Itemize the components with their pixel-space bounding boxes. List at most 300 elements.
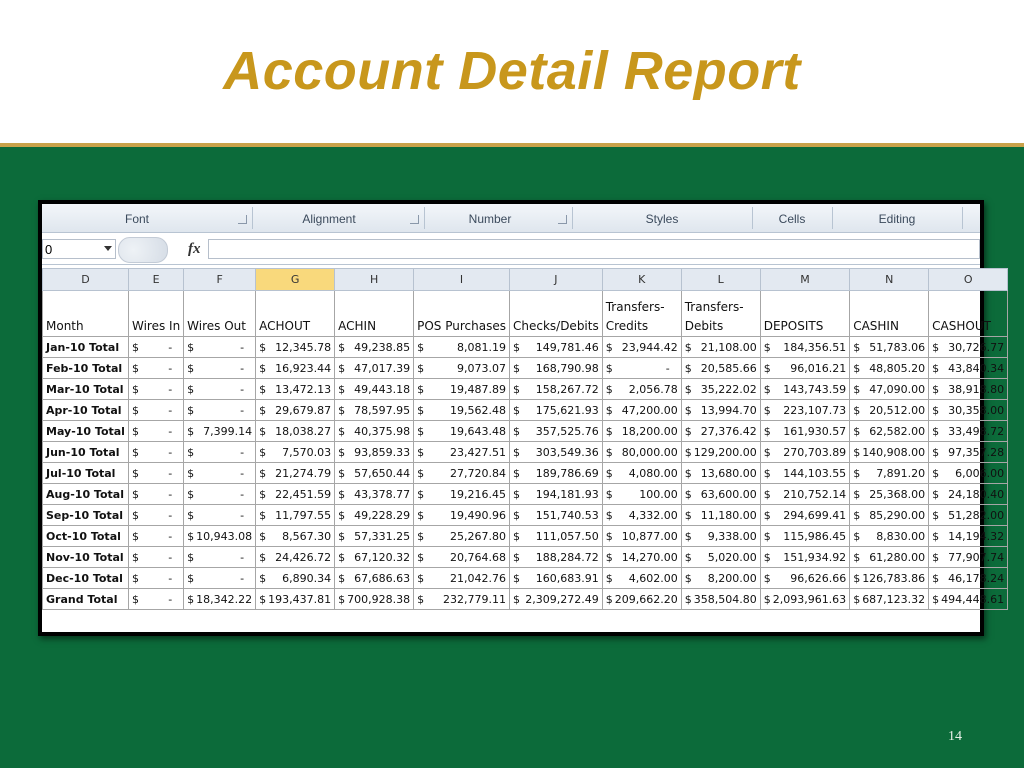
table-row	[43, 421, 1008, 442]
value-cell[interactable]	[760, 526, 849, 547]
cell-value: 270,703.89	[783, 445, 847, 459]
currency-symbol: $	[605, 529, 613, 543]
value-cell[interactable]	[184, 442, 256, 463]
month-cell[interactable]: Jun-10 Total	[43, 442, 129, 463]
column-header-m[interactable]: M	[760, 269, 849, 291]
value-cell[interactable]	[509, 421, 602, 442]
header-cell[interactable]: POS Purchases	[414, 291, 510, 337]
cell-value: 7,399.14	[203, 424, 253, 438]
value-cell[interactable]	[681, 505, 760, 526]
column-header-f[interactable]: F	[184, 269, 256, 291]
column-header-i[interactable]: I	[414, 269, 510, 291]
currency-symbol: $	[605, 445, 613, 459]
value-cell[interactable]	[335, 505, 414, 526]
value-cell[interactable]	[509, 400, 602, 421]
cell-value: 2,309,272.49	[525, 592, 599, 606]
currency-symbol: $	[417, 382, 425, 396]
value-cell[interactable]	[335, 547, 414, 568]
month-cell[interactable]: May-10 Total	[43, 421, 129, 442]
currency-symbol: $	[684, 445, 692, 459]
value-cell[interactable]	[602, 442, 681, 463]
value-cell[interactable]	[760, 337, 849, 358]
cell-value: 294,699.41	[783, 508, 847, 522]
value-cell[interactable]	[335, 400, 414, 421]
column-header-g[interactable]: G	[256, 269, 335, 291]
value-cell[interactable]	[760, 505, 849, 526]
value-cell[interactable]	[128, 421, 183, 442]
value-cell[interactable]	[602, 463, 681, 484]
month-cell[interactable]: Aug-10 Total	[43, 484, 129, 505]
formula-input[interactable]	[208, 239, 980, 259]
currency-symbol: $	[187, 571, 195, 585]
value-cell[interactable]	[929, 442, 1008, 463]
value-cell[interactable]	[929, 358, 1008, 379]
cell-value: 67,120.32	[354, 550, 411, 564]
value-cell[interactable]	[850, 589, 929, 610]
currency-symbol: $	[853, 361, 861, 375]
ribbon-group-alignment[interactable]: Alignment	[302, 212, 356, 226]
value-cell[interactable]	[760, 484, 849, 505]
currency-symbol: $	[605, 550, 613, 564]
currency-symbol: $	[338, 445, 346, 459]
cell-value: 14,194.32	[948, 529, 1005, 543]
value-cell[interactable]	[602, 421, 681, 442]
cell-value: 9,073.07	[457, 361, 506, 375]
currency-symbol: $	[763, 592, 771, 606]
value-cell[interactable]	[128, 337, 183, 358]
header-cell[interactable]: Checks/Debits	[509, 291, 602, 337]
cell-value: 61,280.00	[869, 550, 926, 564]
ribbon-group-labels	[42, 204, 980, 233]
value-cell[interactable]	[184, 400, 256, 421]
column-header-h[interactable]: H	[335, 269, 414, 291]
value-cell[interactable]	[509, 442, 602, 463]
cell-value: 14,270.00	[621, 550, 678, 564]
cell-value: 13,680.00	[700, 466, 757, 480]
currency-symbol: $	[605, 571, 613, 585]
value-cell[interactable]	[760, 421, 849, 442]
cell-value: 35,222.02	[700, 382, 757, 396]
currency-symbol: $	[512, 445, 520, 459]
cell-value: -	[240, 550, 245, 564]
cell-value: -	[168, 424, 173, 438]
cell-value: 140,908.00	[862, 445, 926, 459]
cell-value: 8,081.19	[457, 340, 506, 354]
value-cell[interactable]	[850, 337, 929, 358]
currency-symbol: $	[338, 361, 346, 375]
currency-symbol: $	[605, 340, 613, 354]
value-cell[interactable]	[128, 442, 183, 463]
value-cell[interactable]	[256, 568, 335, 589]
cell-value: -	[240, 466, 245, 480]
currency-symbol: $	[259, 424, 267, 438]
value-cell[interactable]	[335, 337, 414, 358]
ribbon-group-editing[interactable]: Editing	[878, 212, 916, 226]
value-cell[interactable]	[509, 337, 602, 358]
month-cell[interactable]: Mar-10 Total	[43, 379, 129, 400]
value-cell[interactable]	[335, 484, 414, 505]
name-box[interactable]: 0	[42, 239, 116, 259]
value-cell[interactable]	[929, 337, 1008, 358]
currency-symbol: $	[131, 340, 139, 354]
value-cell[interactable]	[929, 400, 1008, 421]
value-cell[interactable]	[681, 358, 760, 379]
value-cell[interactable]	[184, 526, 256, 547]
ribbon-group-cells[interactable]: Cells	[778, 212, 806, 226]
value-cell[interactable]	[509, 484, 602, 505]
value-cell[interactable]	[128, 589, 183, 610]
value-cell[interactable]	[602, 505, 681, 526]
cell-value: 129,200.00	[693, 445, 757, 459]
value-cell[interactable]	[929, 526, 1008, 547]
currency-symbol: $	[131, 487, 139, 501]
cell-value: 13,472.13	[275, 382, 332, 396]
value-cell[interactable]	[414, 379, 510, 400]
formula-controls[interactable]	[118, 237, 168, 263]
month-cell[interactable]: Jan-10 Total	[43, 337, 129, 358]
value-cell[interactable]	[256, 547, 335, 568]
currency-symbol: $	[853, 403, 861, 417]
header-cell[interactable]: CASHOUT	[929, 291, 1008, 337]
currency-symbol: $	[853, 466, 861, 480]
cell-value: 93,859.33	[354, 445, 411, 459]
value-cell[interactable]	[128, 547, 183, 568]
value-cell[interactable]	[509, 568, 602, 589]
value-cell[interactable]	[335, 379, 414, 400]
header-cell[interactable]: CASHIN	[850, 291, 929, 337]
value-cell[interactable]	[602, 379, 681, 400]
cell-value: -	[240, 361, 245, 375]
cell-value: 97,357.28	[948, 445, 1005, 459]
header-cell[interactable]: DEPOSITS	[760, 291, 849, 337]
value-cell[interactable]	[509, 463, 602, 484]
header-cell[interactable]: ACHOUT	[256, 291, 335, 337]
currency-symbol: $	[259, 571, 267, 585]
cell-value: 151,934.92	[783, 550, 847, 564]
value-cell[interactable]	[128, 526, 183, 547]
currency-symbol: $	[187, 424, 195, 438]
slide-title: Account Detail Report	[223, 41, 801, 101]
value-cell[interactable]	[760, 547, 849, 568]
ribbon-separator	[572, 207, 573, 229]
value-cell[interactable]	[929, 589, 1008, 610]
cell-value: 149,781.46	[535, 340, 599, 354]
value-cell[interactable]	[850, 568, 929, 589]
cell-value: 27,376.42	[700, 424, 757, 438]
header-cell[interactable]: Transfers- Credits	[602, 291, 681, 337]
value-cell[interactable]	[850, 463, 929, 484]
cell-value: 33,498.72	[948, 424, 1005, 438]
currency-symbol: $	[605, 403, 613, 417]
value-cell[interactable]	[681, 568, 760, 589]
currency-symbol: $	[417, 445, 425, 459]
value-cell[interactable]	[414, 484, 510, 505]
value-cell[interactable]	[256, 337, 335, 358]
value-cell[interactable]	[335, 568, 414, 589]
currency-symbol: $	[763, 571, 771, 585]
value-cell[interactable]	[256, 484, 335, 505]
name-box-dropdown-icon[interactable]	[104, 246, 112, 251]
font-dialog-launcher-icon[interactable]	[238, 215, 247, 224]
value-cell[interactable]	[760, 568, 849, 589]
currency-symbol: $	[763, 487, 771, 501]
value-cell[interactable]	[184, 547, 256, 568]
value-cell[interactable]	[335, 421, 414, 442]
ribbon-separator	[252, 207, 253, 229]
value-cell[interactable]	[414, 568, 510, 589]
table-row	[43, 358, 1008, 379]
currency-symbol: $	[512, 361, 520, 375]
value-cell[interactable]	[414, 358, 510, 379]
value-cell[interactable]	[509, 358, 602, 379]
month-cell[interactable]: Grand Total	[43, 589, 129, 610]
value-cell[interactable]	[850, 358, 929, 379]
value-cell[interactable]	[414, 547, 510, 568]
cell-value: 30,726.77	[948, 340, 1005, 354]
cell-value: -	[168, 340, 173, 354]
cell-value: 175,621.93	[535, 403, 599, 417]
value-cell[interactable]	[929, 547, 1008, 568]
value-cell[interactable]	[929, 568, 1008, 589]
month-cell[interactable]: Dec-10 Total	[43, 568, 129, 589]
value-cell[interactable]	[602, 484, 681, 505]
value-cell[interactable]	[929, 379, 1008, 400]
value-cell[interactable]	[850, 505, 929, 526]
value-cell[interactable]	[929, 505, 1008, 526]
currency-symbol: $	[932, 487, 940, 501]
value-cell[interactable]	[335, 589, 414, 610]
value-cell[interactable]	[850, 421, 929, 442]
value-cell[interactable]	[929, 421, 1008, 442]
cell-value: 78,597.95	[354, 403, 411, 417]
value-cell[interactable]	[681, 526, 760, 547]
value-cell[interactable]	[256, 463, 335, 484]
ribbon-separator	[832, 207, 833, 229]
currency-symbol: $	[259, 445, 267, 459]
value-cell[interactable]	[414, 442, 510, 463]
value-cell[interactable]	[681, 400, 760, 421]
value-cell[interactable]	[184, 505, 256, 526]
cell-value: 23,944.42	[621, 340, 678, 354]
month-cell[interactable]: Oct-10 Total	[43, 526, 129, 547]
value-cell[interactable]	[184, 589, 256, 610]
table-row	[43, 379, 1008, 400]
value-cell[interactable]	[681, 589, 760, 610]
value-cell[interactable]	[414, 421, 510, 442]
value-cell[interactable]	[184, 337, 256, 358]
value-cell[interactable]	[681, 337, 760, 358]
value-cell[interactable]	[184, 358, 256, 379]
value-cell[interactable]	[414, 400, 510, 421]
value-cell[interactable]	[128, 400, 183, 421]
value-cell[interactable]	[184, 568, 256, 589]
value-cell[interactable]	[760, 379, 849, 400]
value-cell[interactable]	[760, 358, 849, 379]
currency-symbol: $	[763, 424, 771, 438]
cell-value: 25,267.80	[450, 529, 506, 543]
cell-value: -	[240, 445, 245, 459]
value-cell[interactable]	[602, 589, 681, 610]
value-cell[interactable]	[256, 505, 335, 526]
currency-symbol: $	[763, 382, 771, 396]
cell-value: 57,650.44	[354, 466, 411, 480]
currency-symbol: $	[853, 571, 861, 585]
value-cell[interactable]	[602, 568, 681, 589]
value-cell[interactable]	[335, 463, 414, 484]
value-cell[interactable]	[256, 526, 335, 547]
cell-value: 189,786.69	[535, 466, 599, 480]
table-row	[43, 484, 1008, 505]
cell-value: 11,797.55	[275, 508, 332, 522]
value-cell[interactable]	[850, 547, 929, 568]
value-cell[interactable]	[256, 442, 335, 463]
column-header-d[interactable]: D	[43, 269, 129, 291]
value-cell[interactable]	[128, 463, 183, 484]
value-cell[interactable]	[256, 400, 335, 421]
column-header-j[interactable]: J	[509, 269, 602, 291]
column-header-o[interactable]: O	[929, 269, 1008, 291]
cell-value: 7,891.20	[876, 466, 926, 480]
value-cell[interactable]	[128, 379, 183, 400]
value-cell[interactable]	[256, 421, 335, 442]
cell-value: 115,986.45	[783, 529, 847, 543]
value-cell[interactable]	[602, 358, 681, 379]
column-header-k[interactable]: K	[602, 269, 681, 291]
currency-symbol: $	[763, 403, 771, 417]
currency-symbol: $	[417, 340, 425, 354]
alignment-dialog-launcher-icon[interactable]	[410, 215, 419, 224]
currency-symbol: $	[853, 382, 861, 396]
value-cell[interactable]	[602, 337, 681, 358]
cell-value: 19,562.48	[450, 403, 506, 417]
value-cell[interactable]	[414, 589, 510, 610]
value-cell[interactable]	[850, 484, 929, 505]
cell-value: 29,679.87	[275, 403, 332, 417]
cell-value: 357,525.76	[535, 424, 599, 438]
currency-symbol: $	[131, 550, 139, 564]
header-cell[interactable]: Wires Out	[184, 291, 256, 337]
month-cell[interactable]: Jul-10 Total	[43, 463, 129, 484]
currency-symbol: $	[684, 403, 692, 417]
month-cell[interactable]: Sep-10 Total	[43, 505, 129, 526]
value-cell[interactable]	[184, 379, 256, 400]
currency-symbol: $	[684, 487, 692, 501]
month-cell[interactable]: Feb-10 Total	[43, 358, 129, 379]
header-cell[interactable]: Month	[43, 291, 129, 337]
value-cell[interactable]	[760, 442, 849, 463]
currency-symbol: $	[763, 340, 771, 354]
currency-symbol: $	[131, 529, 139, 543]
currency-symbol: $	[187, 382, 195, 396]
value-cell[interactable]	[681, 463, 760, 484]
ribbon-group-font[interactable]: Font	[124, 212, 149, 226]
currency-symbol: $	[338, 529, 346, 543]
value-cell[interactable]	[929, 463, 1008, 484]
value-cell[interactable]	[760, 463, 849, 484]
value-cell[interactable]	[128, 484, 183, 505]
value-cell[interactable]	[929, 484, 1008, 505]
value-cell[interactable]	[850, 526, 929, 547]
currency-symbol: $	[259, 382, 267, 396]
value-cell[interactable]	[256, 589, 335, 610]
value-cell[interactable]	[602, 547, 681, 568]
value-cell[interactable]	[414, 526, 510, 547]
currency-symbol: $	[131, 592, 139, 606]
column-header-n[interactable]: N	[850, 269, 929, 291]
value-cell[interactable]	[509, 547, 602, 568]
value-cell[interactable]	[760, 589, 849, 610]
value-cell[interactable]	[681, 547, 760, 568]
cell-value: 30,358.00	[948, 403, 1005, 417]
value-cell[interactable]	[256, 358, 335, 379]
value-cell[interactable]	[414, 463, 510, 484]
column-header-e[interactable]: E	[128, 269, 183, 291]
header-cell[interactable]: Transfers- Debits	[681, 291, 760, 337]
value-cell[interactable]	[681, 379, 760, 400]
cell-value: 20,512.00	[869, 403, 926, 417]
value-cell[interactable]	[681, 484, 760, 505]
currency-symbol: $	[131, 508, 139, 522]
currency-symbol: $	[338, 382, 346, 396]
month-cell[interactable]: Apr-10 Total	[43, 400, 129, 421]
currency-symbol: $	[763, 361, 771, 375]
value-cell[interactable]	[335, 358, 414, 379]
ribbon-group-styles[interactable]: Styles	[645, 212, 679, 226]
value-cell[interactable]	[509, 505, 602, 526]
value-cell[interactable]	[509, 526, 602, 547]
cell-value: -	[240, 487, 245, 501]
value-cell[interactable]	[414, 337, 510, 358]
month-cell[interactable]: Nov-10 Total	[43, 547, 129, 568]
currency-symbol: $	[932, 571, 940, 585]
value-cell[interactable]	[128, 358, 183, 379]
value-cell[interactable]	[184, 421, 256, 442]
value-cell[interactable]	[509, 379, 602, 400]
value-cell[interactable]	[184, 463, 256, 484]
value-cell[interactable]	[184, 484, 256, 505]
value-cell[interactable]	[602, 526, 681, 547]
currency-symbol: $	[853, 529, 861, 543]
header-cell[interactable]: Wires In	[128, 291, 183, 337]
value-cell[interactable]	[509, 589, 602, 610]
column-header-l[interactable]: L	[681, 269, 760, 291]
cell-value: 27,720.84	[450, 466, 506, 480]
value-cell[interactable]	[256, 379, 335, 400]
table-row	[43, 337, 1008, 358]
header-cell[interactable]: ACHIN	[335, 291, 414, 337]
currency-symbol: $	[417, 466, 425, 480]
value-cell[interactable]	[850, 379, 929, 400]
insert-function-icon[interactable]: fx	[188, 241, 201, 257]
value-cell[interactable]	[128, 505, 183, 526]
ribbon-group-number[interactable]: Number	[468, 212, 512, 226]
value-cell[interactable]	[602, 400, 681, 421]
number-dialog-launcher-icon[interactable]	[558, 215, 567, 224]
value-cell[interactable]	[335, 442, 414, 463]
currency-symbol: $	[187, 445, 195, 459]
value-cell[interactable]	[760, 400, 849, 421]
value-cell[interactable]	[681, 421, 760, 442]
value-cell[interactable]	[335, 526, 414, 547]
value-cell[interactable]	[681, 442, 760, 463]
currency-symbol: $	[605, 361, 613, 375]
value-cell[interactable]	[850, 400, 929, 421]
value-cell[interactable]	[850, 442, 929, 463]
currency-symbol: $	[417, 508, 425, 522]
value-cell[interactable]	[414, 505, 510, 526]
currency-symbol: $	[338, 508, 346, 522]
value-cell[interactable]	[128, 568, 183, 589]
